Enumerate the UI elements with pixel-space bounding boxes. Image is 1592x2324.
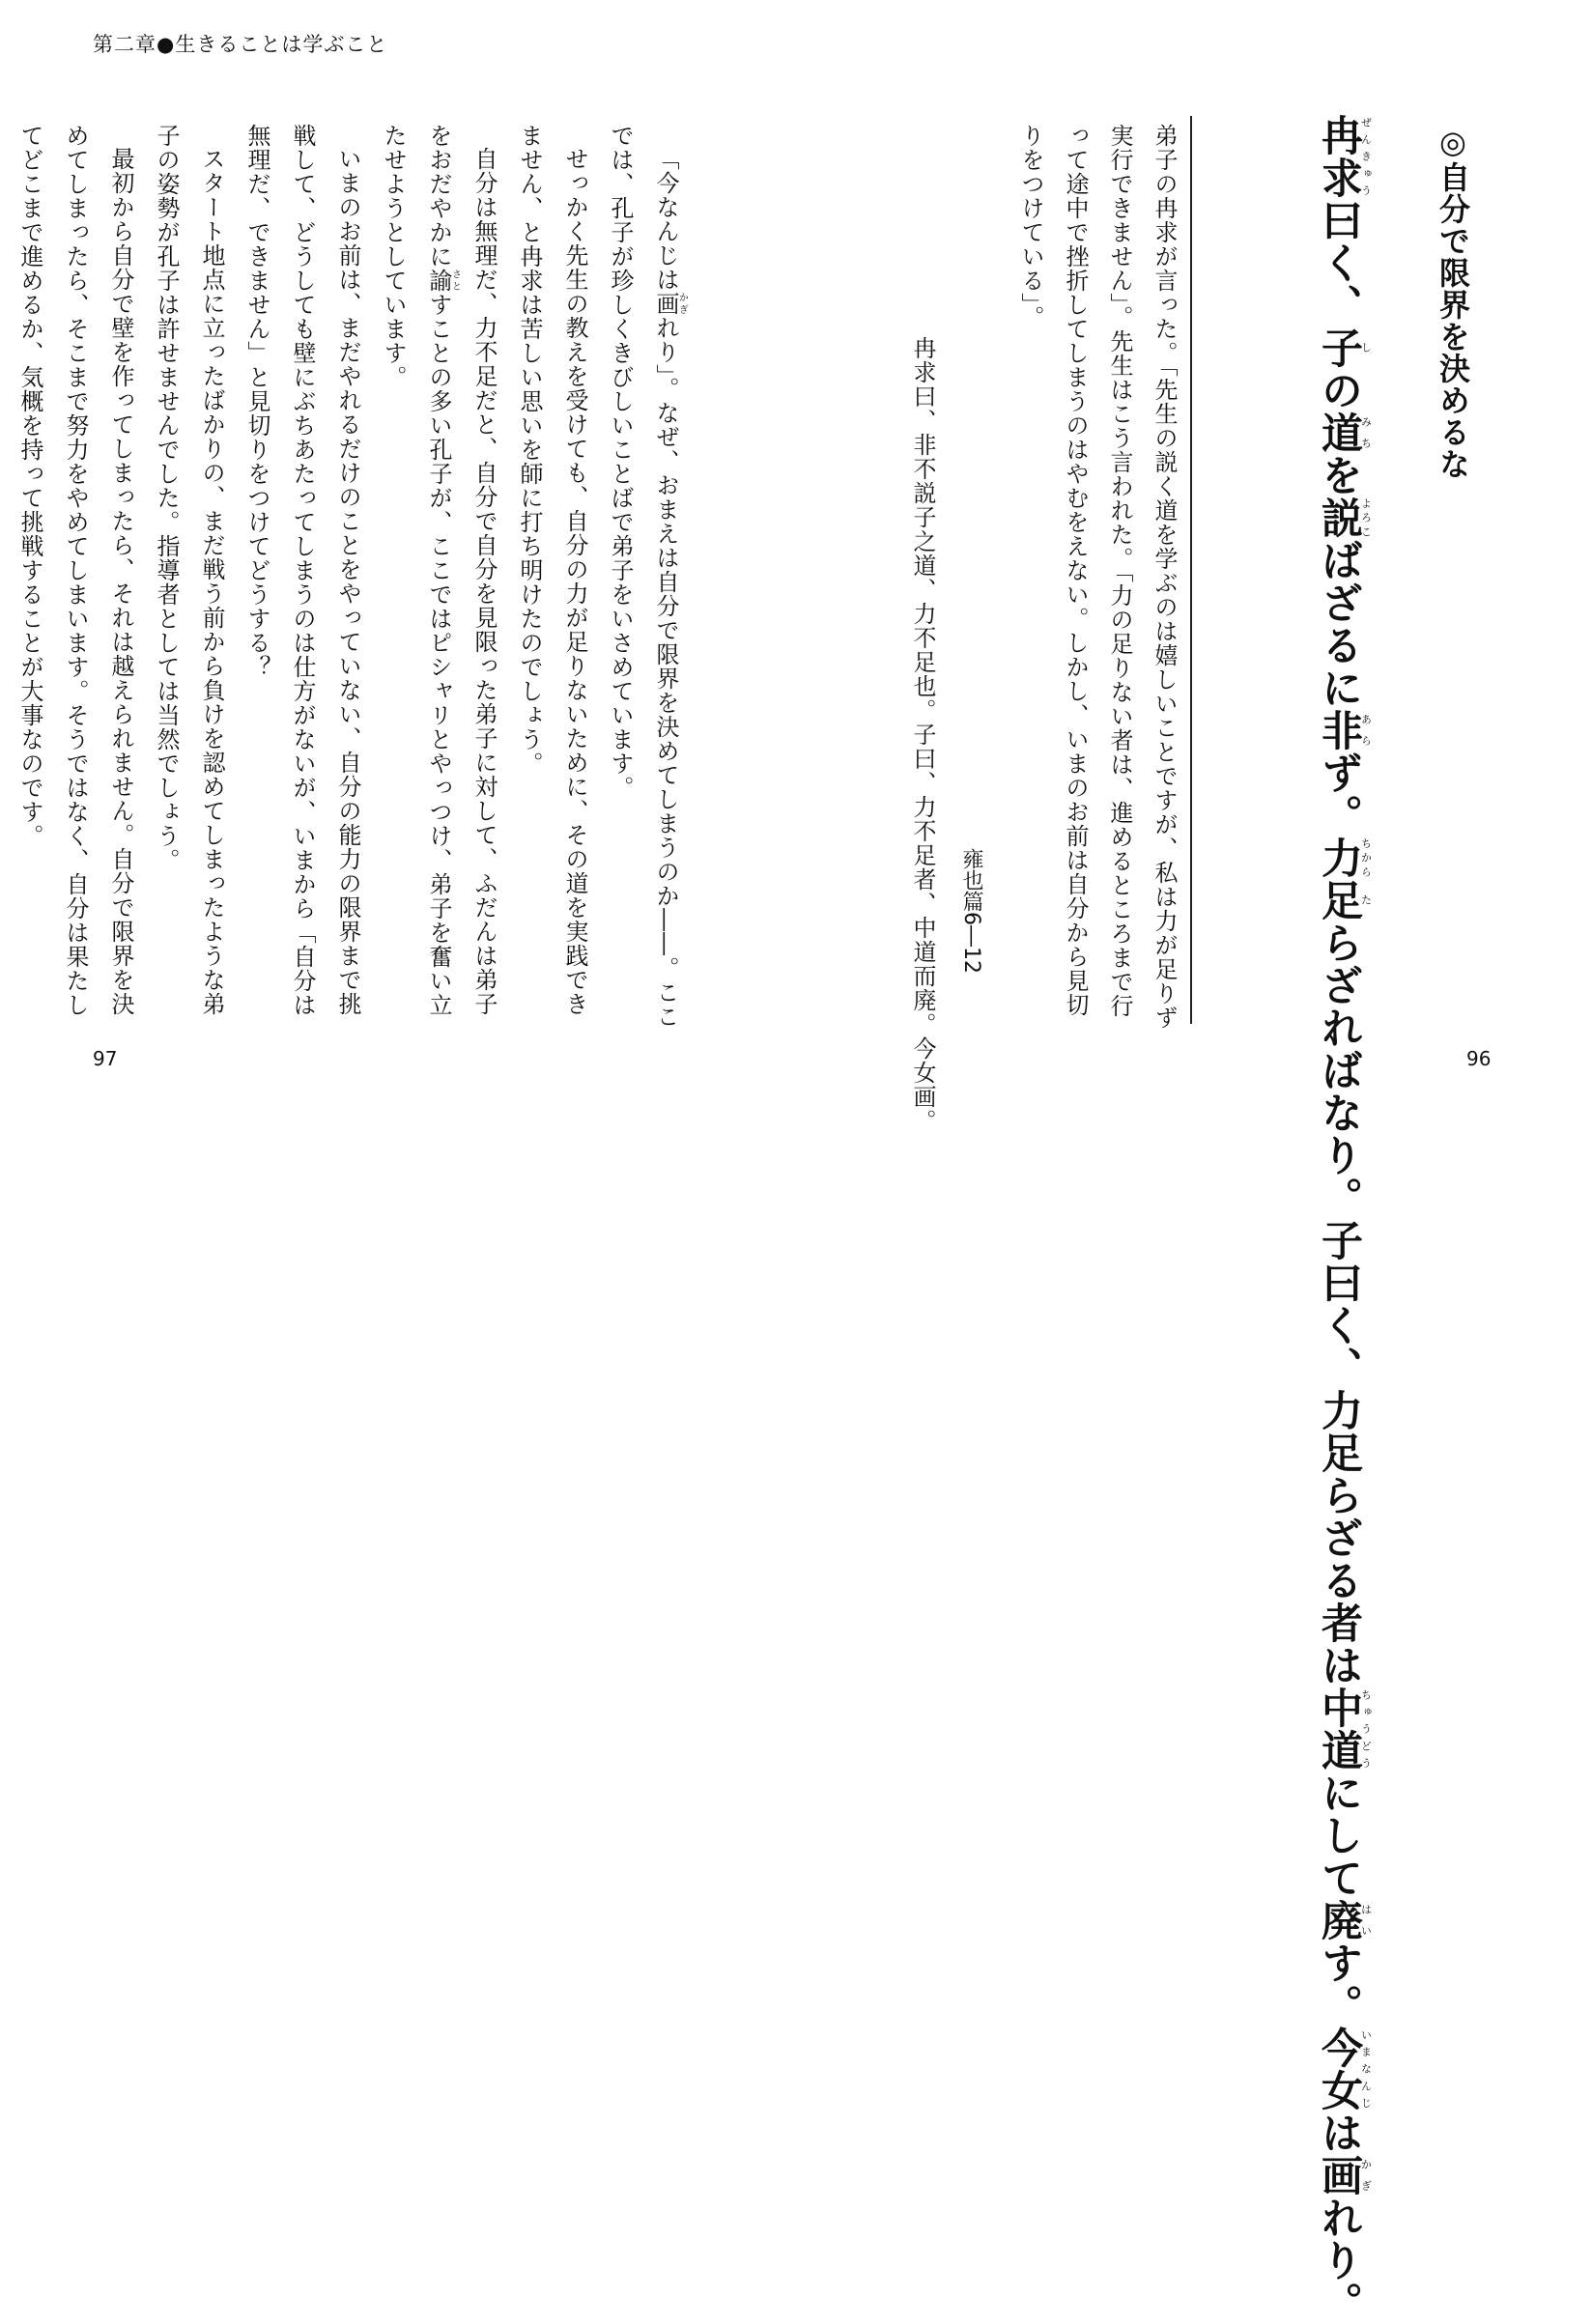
page-number-left: 97 (93, 1047, 118, 1070)
original-text (1209, 114, 1373, 2324)
source-reference: 雍也篇6―12 (959, 848, 983, 974)
commentary-paragraph: 「今なんじは画かぎれり」。なぜ、おまえは自分で限界を決めてしまうのか――。ここでは、孔子が珍しくきびしいことばで弟子をいさめています。 (607, 124, 688, 1029)
page-number-right: 96 (1466, 1047, 1492, 1070)
commentary-paragraph: せっかく先生の教えを受けても、自分の力が足りないために、その道を実践できません、と冉求は苦しい思いを師に打ち明けたのでしょう。 (516, 124, 588, 1016)
commentary-paragraph: いまのお前は、まだやれるだけのことをやっていない、自分の能力の限界まで挑戦して、どうしても壁にぶちあたってしまうのは仕方がないが、いまから「自分は無理だ、できません」と見切りをつけてどうする？ (243, 124, 361, 1017)
commentary-paragraph: スタート地点に立ったばかりの、まだ戦う前から負けを認めてしまったような弟子の姿勢が孔子は許せませんでした。指導者としては当然でしょう。 (153, 124, 225, 1016)
commentary-text (16, 124, 688, 1032)
section-title: ◎自分で限界を決めるな (1435, 124, 1471, 480)
original-text-body: 冉求ぜんきゅう曰く、子しの道みちを説よろこばざるに非あらず。力ちから足たらざればなり。子曰く、力足らざる者は中道ちゅうどうにして廃はいす。今女いまなんじは画かぎれり。 (1315, 114, 1373, 2324)
kanbun-original: 冉求曰、非不説子之道、力不足也。子曰、力不足者、中道而廃。今女画。 (909, 336, 936, 1133)
commentary-paragraph: 最初から自分で壁を作ってしまったら、それは越えられません。自分で限界を決めてしまったら、そこまで努力をやめてしまいます。そうではなく、自分は果たしてどこまで進めるか、気概を持って挑戦することが大事なのです。 (16, 124, 134, 1017)
chapter-header: 第二章●生きることは学ぶこと (93, 33, 388, 56)
translation-text: 弟子の冉求が言った。「先生の説く道を学ぶのは嬉しいことですが、私は力が足りず実行できません」。先生はこう言われた。「力の足りない者は、進めるところまで行って途中で挫折してしまうのはやむをえない。しかし、いまのお前は自分から見切りをつけている」。 (1017, 124, 1178, 1030)
commentary-paragraph: 自分は無理だ、力不足だと、自分で自分を見限った弟子に対して、ふだんは弟子をおだやかに諭さとすことの多い孔子が、ここではピシャリとやっつけ、弟子を奮い立たせようとしています。 (380, 124, 498, 1017)
divider-rule (1190, 116, 1192, 1024)
